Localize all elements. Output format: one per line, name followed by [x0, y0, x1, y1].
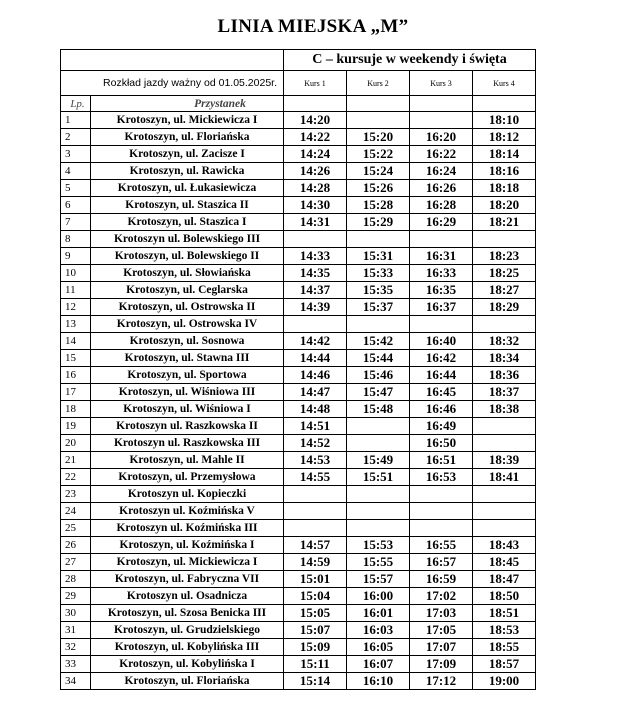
stop-number: 19 — [61, 418, 91, 435]
validity-row — [61, 71, 536, 96]
departure-time: 14:55 — [284, 469, 347, 486]
departure-time: 18:21 — [473, 214, 536, 231]
departure-time: 16:35 — [410, 282, 473, 299]
stop-name: Krotoszyn, ul. Stawna III — [91, 350, 284, 367]
departure-time: 18:43 — [473, 537, 536, 554]
departure-time: 15:26 — [347, 180, 410, 197]
departure-time: 18:37 — [473, 384, 536, 401]
departure-time — [347, 435, 410, 452]
departure-time — [347, 231, 410, 248]
table-row — [61, 639, 536, 656]
table-row — [61, 588, 536, 605]
stop-number: 32 — [61, 639, 91, 656]
departure-time: 15:04 — [284, 588, 347, 605]
stop-name: Krotoszyn, ul. Ceglarska — [91, 282, 284, 299]
table-row — [61, 384, 536, 401]
departure-time: 15:55 — [347, 554, 410, 571]
stop-name: Krotoszyn ul. Raszkowska II — [91, 418, 284, 435]
departure-time: 16:51 — [410, 452, 473, 469]
table-row — [61, 571, 536, 588]
departure-time — [347, 418, 410, 435]
stop-name: Krotoszyn, ul. Ostrowska II — [91, 299, 284, 316]
stop-number: 28 — [61, 571, 91, 588]
stop-name: Krotoszyn, ul. Floriańska — [91, 673, 284, 690]
stop-name: Krotoszyn, ul. Sosnowa — [91, 333, 284, 350]
table-row — [61, 435, 536, 452]
departure-time: 15:51 — [347, 469, 410, 486]
departure-time: 14:48 — [284, 401, 347, 418]
departure-time: 16:07 — [347, 656, 410, 673]
kurs-header: Kurs 3 — [410, 71, 473, 96]
table-row — [61, 401, 536, 418]
departure-time: 16:46 — [410, 401, 473, 418]
departure-time: 16:05 — [347, 639, 410, 656]
departure-time — [410, 112, 473, 129]
departure-time: 18:10 — [473, 112, 536, 129]
departure-time: 16:49 — [410, 418, 473, 435]
departure-time — [473, 486, 536, 503]
departure-time — [410, 486, 473, 503]
lp-column-header: Lp. — [61, 96, 91, 112]
table-row — [61, 146, 536, 163]
departure-time: 18:53 — [473, 622, 536, 639]
departure-time: 15:20 — [347, 129, 410, 146]
departure-time — [347, 503, 410, 520]
stop-name: Krotoszyn, ul. Floriańska — [91, 129, 284, 146]
kurs-header: Kurs 1 — [284, 71, 347, 96]
stop-number: 23 — [61, 486, 91, 503]
table-row — [61, 163, 536, 180]
departure-time: 14:47 — [284, 384, 347, 401]
departure-time: 15:33 — [347, 265, 410, 282]
stop-name: Krotoszyn, ul. Ostrowska IV — [91, 316, 284, 333]
stop-name: Krotoszyn, ul. Sportowa — [91, 367, 284, 384]
stop-name: Krotoszyn, ul. Przemysłowa — [91, 469, 284, 486]
table-row — [61, 520, 536, 537]
departure-time: 16:45 — [410, 384, 473, 401]
departure-time: 14:22 — [284, 129, 347, 146]
departure-time — [473, 503, 536, 520]
departure-time: 18:32 — [473, 333, 536, 350]
departure-time: 17:03 — [410, 605, 473, 622]
stop-number: 15 — [61, 350, 91, 367]
stop-number: 17 — [61, 384, 91, 401]
departure-time: 14:26 — [284, 163, 347, 180]
table-row — [61, 197, 536, 214]
stop-name: Krotoszyn ul. Raszkowska III — [91, 435, 284, 452]
table-row — [61, 231, 536, 248]
departure-time — [473, 435, 536, 452]
departure-time: 15:47 — [347, 384, 410, 401]
departure-time: 18:14 — [473, 146, 536, 163]
departure-time: 14:57 — [284, 537, 347, 554]
departure-time: 16:28 — [410, 197, 473, 214]
stop-number: 13 — [61, 316, 91, 333]
departure-time: 14:28 — [284, 180, 347, 197]
stop-number: 24 — [61, 503, 91, 520]
stop-number: 12 — [61, 299, 91, 316]
departure-time: 14:37 — [284, 282, 347, 299]
departure-time: 15:35 — [347, 282, 410, 299]
departure-time — [284, 486, 347, 503]
departure-time: 17:12 — [410, 673, 473, 690]
departure-time: 15:57 — [347, 571, 410, 588]
stop-name: Krotoszyn, ul. Wiśniowa III — [91, 384, 284, 401]
table-row — [61, 350, 536, 367]
departure-time: 18:57 — [473, 656, 536, 673]
stop-number: 7 — [61, 214, 91, 231]
table-row — [61, 486, 536, 503]
departure-time: 17:09 — [410, 656, 473, 673]
table-row — [61, 333, 536, 350]
departure-time: 15:44 — [347, 350, 410, 367]
departure-time: 15:11 — [284, 656, 347, 673]
departure-time — [347, 520, 410, 537]
stop-number: 4 — [61, 163, 91, 180]
departure-time: 14:24 — [284, 146, 347, 163]
departure-time: 18:18 — [473, 180, 536, 197]
table-row — [61, 469, 536, 486]
departure-time: 14:53 — [284, 452, 347, 469]
departure-time: 18:16 — [473, 163, 536, 180]
stop-number: 33 — [61, 656, 91, 673]
stop-number: 5 — [61, 180, 91, 197]
table-row — [61, 605, 536, 622]
time-header-empty — [284, 96, 347, 112]
departure-time — [473, 316, 536, 333]
table-row — [61, 129, 536, 146]
table-row — [61, 452, 536, 469]
departure-time — [284, 503, 347, 520]
departure-time — [347, 486, 410, 503]
stop-number: 34 — [61, 673, 91, 690]
stop-name: Krotoszyn, ul. Kobylińska I — [91, 656, 284, 673]
departure-time: 18:41 — [473, 469, 536, 486]
stop-number: 8 — [61, 231, 91, 248]
departure-time — [473, 418, 536, 435]
departure-time: 18:27 — [473, 282, 536, 299]
departure-time: 15:28 — [347, 197, 410, 214]
departure-time: 16:31 — [410, 248, 473, 265]
stop-number: 26 — [61, 537, 91, 554]
page-title: LINIA MIEJSKA „M” — [217, 16, 409, 37]
stop-name: Krotoszyn, ul. Fabryczna VII — [91, 571, 284, 588]
departure-time: 16:22 — [410, 146, 473, 163]
departure-time: 16:44 — [410, 367, 473, 384]
stop-number: 25 — [61, 520, 91, 537]
table-row — [61, 673, 536, 690]
departure-time: 15:42 — [347, 333, 410, 350]
table-row — [61, 180, 536, 197]
departure-time: 14:39 — [284, 299, 347, 316]
departure-time: 14:42 — [284, 333, 347, 350]
departure-time: 14:46 — [284, 367, 347, 384]
departure-time: 14:31 — [284, 214, 347, 231]
departure-time: 14:33 — [284, 248, 347, 265]
stop-number: 31 — [61, 622, 91, 639]
departure-time: 16:42 — [410, 350, 473, 367]
stop-number: 30 — [61, 605, 91, 622]
stop-number: 27 — [61, 554, 91, 571]
departure-time — [473, 520, 536, 537]
stop-number: 20 — [61, 435, 91, 452]
departure-time: 15:01 — [284, 571, 347, 588]
departure-time: 18:38 — [473, 401, 536, 418]
departure-time — [410, 503, 473, 520]
stop-number: 22 — [61, 469, 91, 486]
departure-time: 16:03 — [347, 622, 410, 639]
stop-number: 29 — [61, 588, 91, 605]
table-row — [61, 367, 536, 384]
departure-time: 15:07 — [284, 622, 347, 639]
departure-time: 18:45 — [473, 554, 536, 571]
stop-number: 10 — [61, 265, 91, 282]
stop-number: 18 — [61, 401, 91, 418]
departure-time — [284, 520, 347, 537]
departure-time: 16:01 — [347, 605, 410, 622]
stop-number: 16 — [61, 367, 91, 384]
departure-time: 18:25 — [473, 265, 536, 282]
stop-name: Krotoszyn, ul. Słowiańska — [91, 265, 284, 282]
departure-time: 14:59 — [284, 554, 347, 571]
departure-time: 17:07 — [410, 639, 473, 656]
departure-time — [473, 231, 536, 248]
table-row — [61, 299, 536, 316]
stop-name: Krotoszyn ul. Kopieczki — [91, 486, 284, 503]
departure-time: 15:14 — [284, 673, 347, 690]
departure-time: 15:53 — [347, 537, 410, 554]
departure-time: 18:34 — [473, 350, 536, 367]
stop-name: Krotoszyn, ul. Wiśniowa I — [91, 401, 284, 418]
departure-time: 15:31 — [347, 248, 410, 265]
stop-name: Krotoszyn ul. Koźmińska V — [91, 503, 284, 520]
departure-time: 18:23 — [473, 248, 536, 265]
departure-time — [410, 520, 473, 537]
departure-time: 18:20 — [473, 197, 536, 214]
departure-time: 15:24 — [347, 163, 410, 180]
departure-time: 17:05 — [410, 622, 473, 639]
departure-time: 18:47 — [473, 571, 536, 588]
stop-number: 6 — [61, 197, 91, 214]
stop-name: Krotoszyn, ul. Mahle II — [91, 452, 284, 469]
departure-time: 18:12 — [473, 129, 536, 146]
stop-name: Krotoszyn, ul. Rawicka — [91, 163, 284, 180]
header-empty-cell — [61, 50, 284, 71]
departure-time: 16:29 — [410, 214, 473, 231]
departure-time: 16:59 — [410, 571, 473, 588]
departure-time — [347, 112, 410, 129]
stop-number: 11 — [61, 282, 91, 299]
departure-time: 16:55 — [410, 537, 473, 554]
stop-number: 21 — [61, 452, 91, 469]
departure-time — [410, 231, 473, 248]
departure-time: 16:20 — [410, 129, 473, 146]
departure-time: 17:02 — [410, 588, 473, 605]
time-header-empty — [347, 96, 410, 112]
stop-name: Krotoszyn, ul. Mickiewicza I — [91, 112, 284, 129]
departure-time: 18:39 — [473, 452, 536, 469]
table-row — [61, 112, 536, 129]
departure-time: 16:50 — [410, 435, 473, 452]
departure-time: 15:48 — [347, 401, 410, 418]
departure-time: 16:40 — [410, 333, 473, 350]
departure-time: 16:26 — [410, 180, 473, 197]
departure-time: 14:30 — [284, 197, 347, 214]
departure-time — [410, 316, 473, 333]
kurs-header: Kurs 2 — [347, 71, 410, 96]
validity-text: Rozkład jazdy ważny od 01.05.2025r. — [61, 71, 284, 96]
departure-time: 18:50 — [473, 588, 536, 605]
table-row — [61, 248, 536, 265]
stop-name: Krotoszyn, ul. Zacisze I — [91, 146, 284, 163]
stop-number: 9 — [61, 248, 91, 265]
schedule-title: C – kursuje w weekendy i święta — [284, 50, 536, 71]
departure-time: 16:53 — [410, 469, 473, 486]
stop-name: Krotoszyn, ul. Szosa Benicka III — [91, 605, 284, 622]
departure-time: 15:22 — [347, 146, 410, 163]
kurs-header: Kurs 4 — [473, 71, 536, 96]
stop-column-header: Przystanek — [91, 96, 284, 112]
departure-time — [284, 231, 347, 248]
stop-name: Krotoszyn, ul. Koźmińska I — [91, 537, 284, 554]
timetable — [60, 49, 536, 690]
table-row — [61, 418, 536, 435]
table-row — [61, 537, 536, 554]
table-row — [61, 554, 536, 571]
departure-time: 14:35 — [284, 265, 347, 282]
departure-time: 19:00 — [473, 673, 536, 690]
stop-name: Krotoszyn ul. Bolewskiego III — [91, 231, 284, 248]
table-row — [61, 265, 536, 282]
departure-time: 14:51 — [284, 418, 347, 435]
departure-time: 16:57 — [410, 554, 473, 571]
departure-time: 15:05 — [284, 605, 347, 622]
departure-time: 14:52 — [284, 435, 347, 452]
departure-time: 18:36 — [473, 367, 536, 384]
schedule-title-row — [61, 50, 536, 71]
stop-name: Krotoszyn, ul. Mickiewicza I — [91, 554, 284, 571]
departure-time: 15:29 — [347, 214, 410, 231]
table-row — [61, 503, 536, 520]
departure-time: 18:55 — [473, 639, 536, 656]
time-header-empty — [410, 96, 473, 112]
stop-name: Krotoszyn ul. Osadnicza — [91, 588, 284, 605]
departure-time: 18:51 — [473, 605, 536, 622]
table-row — [61, 316, 536, 333]
table-row — [61, 282, 536, 299]
time-header-empty — [473, 96, 536, 112]
stop-name: Krotoszyn, ul. Staszica I — [91, 214, 284, 231]
table-row — [61, 622, 536, 639]
stop-name: Krotoszyn, ul. Kobylińska III — [91, 639, 284, 656]
departure-time — [284, 316, 347, 333]
departure-time: 15:37 — [347, 299, 410, 316]
departure-time: 15:49 — [347, 452, 410, 469]
departure-time — [347, 316, 410, 333]
stop-name: Krotoszyn, ul. Łukasiewicza — [91, 180, 284, 197]
departure-time: 14:20 — [284, 112, 347, 129]
stop-name: Krotoszyn, ul. Bolewskiego II — [91, 248, 284, 265]
departure-time: 16:37 — [410, 299, 473, 316]
departure-time: 16:24 — [410, 163, 473, 180]
departure-time: 15:46 — [347, 367, 410, 384]
table-row — [61, 214, 536, 231]
departure-time: 15:09 — [284, 639, 347, 656]
stop-number: 2 — [61, 129, 91, 146]
stop-name: Krotoszyn ul. Koźmińska III — [91, 520, 284, 537]
stop-number: 3 — [61, 146, 91, 163]
stop-number: 14 — [61, 333, 91, 350]
departure-time: 14:44 — [284, 350, 347, 367]
departure-time: 16:00 — [347, 588, 410, 605]
column-header-row — [61, 96, 536, 112]
table-row — [61, 656, 536, 673]
departure-time: 16:10 — [347, 673, 410, 690]
stop-number: 1 — [61, 112, 91, 129]
departure-time: 18:29 — [473, 299, 536, 316]
stop-name: Krotoszyn, ul. Staszica II — [91, 197, 284, 214]
departure-time: 16:33 — [410, 265, 473, 282]
stop-name: Krotoszyn, ul. Grudzielskiego — [91, 622, 284, 639]
